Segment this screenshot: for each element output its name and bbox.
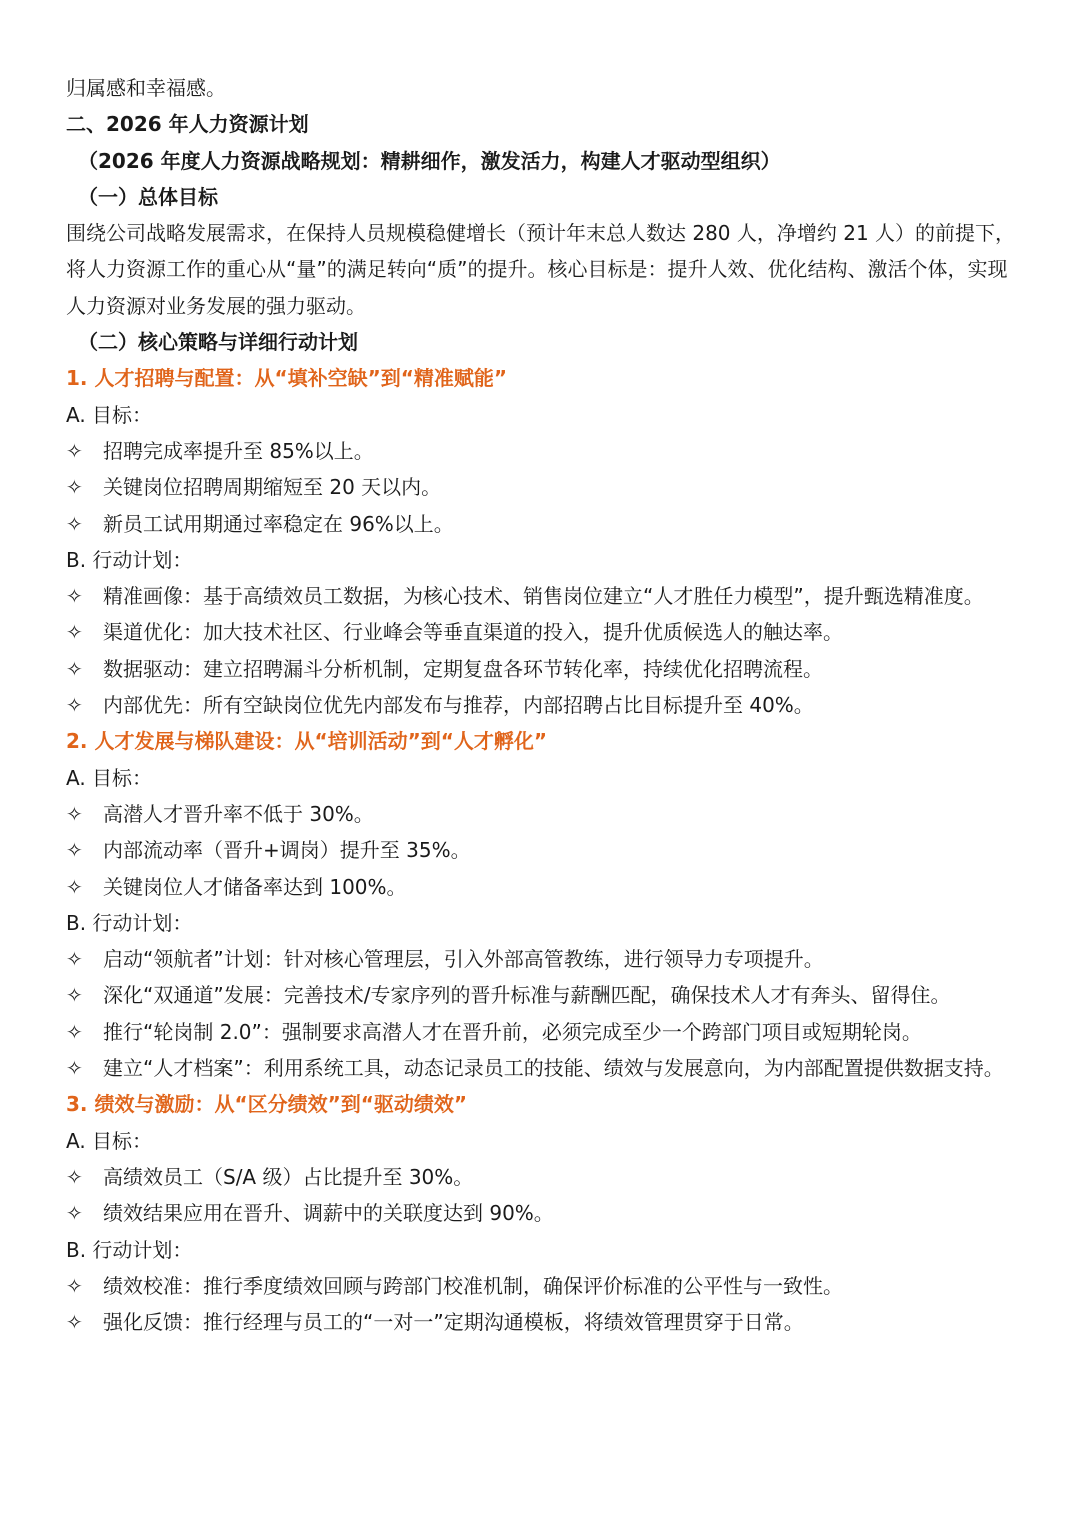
plan-text: 强化反馈：推行经理与员工的“一对一”定期沟通模板，将绩效管理贯穿于日常。 <box>103 1310 804 1335</box>
plan-label: B. 行动计划： <box>66 910 193 935</box>
strategy-heading: （二）核心策略与详细行动计划 <box>78 330 358 355</box>
part-title: 2. 人才发展与梯队建设：从“培训活动”到“人才孵化” <box>66 729 548 754</box>
goal-item <box>66 832 1016 868</box>
plan-text: 渠道优化：加大技术社区、行业峰会等垂直渠道的投入，提升优质候选人的触达率。 <box>103 620 843 645</box>
plan-item <box>66 614 1016 650</box>
part-title: 3. 绩效与激励：从“区分绩效”到“驱动绩效” <box>66 1092 468 1117</box>
goal-text: 内部流动率（晋升+调岗）提升至 35%。 <box>103 838 471 863</box>
sparkle-bullet-icon: ✧ <box>66 1019 83 1044</box>
plan-item <box>66 941 1016 977</box>
plan-item <box>66 1050 1016 1086</box>
plan-item <box>66 651 1016 687</box>
goal-item <box>66 869 1016 905</box>
goal-text: 高潜人才晋升率不低于 30%。 <box>103 801 374 826</box>
section-title: 二、2026 年人力资源计划 <box>66 112 309 137</box>
sparkle-bullet-icon: ✧ <box>66 475 83 500</box>
sparkle-bullet-icon: ✧ <box>66 1273 83 1298</box>
sparkle-bullet-icon: ✧ <box>66 1056 83 1081</box>
strategy-parts <box>66 360 1016 1340</box>
sparkle-bullet-icon: ✧ <box>66 438 83 463</box>
goal-text: 招聘完成率提升至 85%以上。 <box>103 438 374 463</box>
sparkle-bullet-icon: ✧ <box>66 693 83 718</box>
sparkle-bullet-icon: ✧ <box>66 511 83 536</box>
overall-goal-heading: （一）总体目标 <box>78 184 218 209</box>
goal-text: 新员工试用期通过率稳定在 96%以上。 <box>103 511 454 536</box>
plan-text: 内部优先：所有空缺岗位优先内部发布与推荐，内部招聘占比目标提升至 40%。 <box>103 693 814 718</box>
plan-text: 精准画像：基于高绩效员工数据，为核心技术、销售岗位建立“人才胜任力模型”，提升甄选精准度。 <box>103 584 984 609</box>
goal-label: A. 目标： <box>66 402 153 427</box>
goal-item <box>66 1195 1016 1231</box>
plan-item <box>66 1014 1016 1050</box>
intro-tail-text: 归属感和幸福感。 <box>66 76 226 100</box>
sparkle-bullet-icon: ✧ <box>66 1310 83 1335</box>
goal-text: 关键岗位人才储备率达到 100%。 <box>103 874 407 899</box>
goal-text: 关键岗位招聘周期缩短至 20 天以内。 <box>103 475 442 500</box>
sparkle-bullet-icon: ✧ <box>66 1164 83 1189</box>
goal-item <box>66 796 1016 832</box>
sparkle-bullet-icon: ✧ <box>66 620 83 645</box>
goal-item <box>66 469 1016 505</box>
plan-label: B. 行动计划： <box>66 547 193 572</box>
sparkle-bullet-icon: ✧ <box>66 656 83 681</box>
plan-item <box>66 977 1016 1013</box>
plan-label: B. 行动计划： <box>66 1237 193 1262</box>
plan-text: 数据驱动：建立招聘漏斗分析机制，定期复盘各环节转化率，持续优化招聘流程。 <box>103 656 823 681</box>
sparkle-bullet-icon: ✧ <box>66 838 83 863</box>
part-title: 1. 人才招聘与配置：从“填补空缺”到“精准赋能” <box>66 366 508 391</box>
overall-goal-paragraph: 围绕公司战略发展需求，在保持人员规模稳健增长（预计年末总人数达 280 人，净增约 21 人）的前提下，将人力资源工作的重心从“量”的满足转向“质”的提升。核心目标是：提升人效、优化结构、激活个体，实现人力资源对业务发展的强力驱动。 <box>66 221 1016 318</box>
sparkle-bullet-icon: ✧ <box>66 584 83 609</box>
sparkle-bullet-icon: ✧ <box>66 874 83 899</box>
goal-text: 高绩效员工（S/A 级）占比提升至 30%。 <box>103 1164 474 1189</box>
goal-item <box>66 1159 1016 1195</box>
goal-label: A. 目标： <box>66 1128 153 1153</box>
goal-text: 绩效结果应用在晋升、调薪中的关联度达到 90%。 <box>103 1201 554 1226</box>
plan-item <box>66 1268 1016 1304</box>
sparkle-bullet-icon: ✧ <box>66 983 83 1008</box>
goal-item <box>66 433 1016 469</box>
sparkle-bullet-icon: ✧ <box>66 947 83 972</box>
plan-item <box>66 578 1016 614</box>
plan-text: 启动“领航者”计划：针对核心管理层，引入外部高管教练，进行领导力专项提升。 <box>103 947 824 972</box>
sparkle-bullet-icon: ✧ <box>66 801 83 826</box>
plan-item <box>66 687 1016 723</box>
section-subtitle: （2026 年度人力资源战略规划：精耕细作，激发活力，构建人才驱动型组织） <box>78 148 781 173</box>
goal-label: A. 目标： <box>66 765 153 790</box>
plan-text: 建立“人才档案”：利用系统工具，动态记录员工的技能、绩效与发展意向，为内部配置提供数据支持。 <box>103 1056 1004 1081</box>
goal-item <box>66 506 1016 542</box>
plan-text: 推行“轮岗制 2.0”：强制要求高潜人才在晋升前，必须完成至少一个跨部门项目或短期轮岗。 <box>103 1019 922 1044</box>
plan-item <box>66 1304 1016 1340</box>
plan-text: 绩效校准：推行季度绩效回顾与跨部门校准机制，确保评价标准的公平性与一致性。 <box>103 1273 843 1298</box>
plan-text: 深化“双通道”发展：完善技术/专家序列的晋升标准与薪酬匹配，确保技术人才有奔头、留得住。 <box>103 983 951 1008</box>
sparkle-bullet-icon: ✧ <box>66 1201 83 1226</box>
